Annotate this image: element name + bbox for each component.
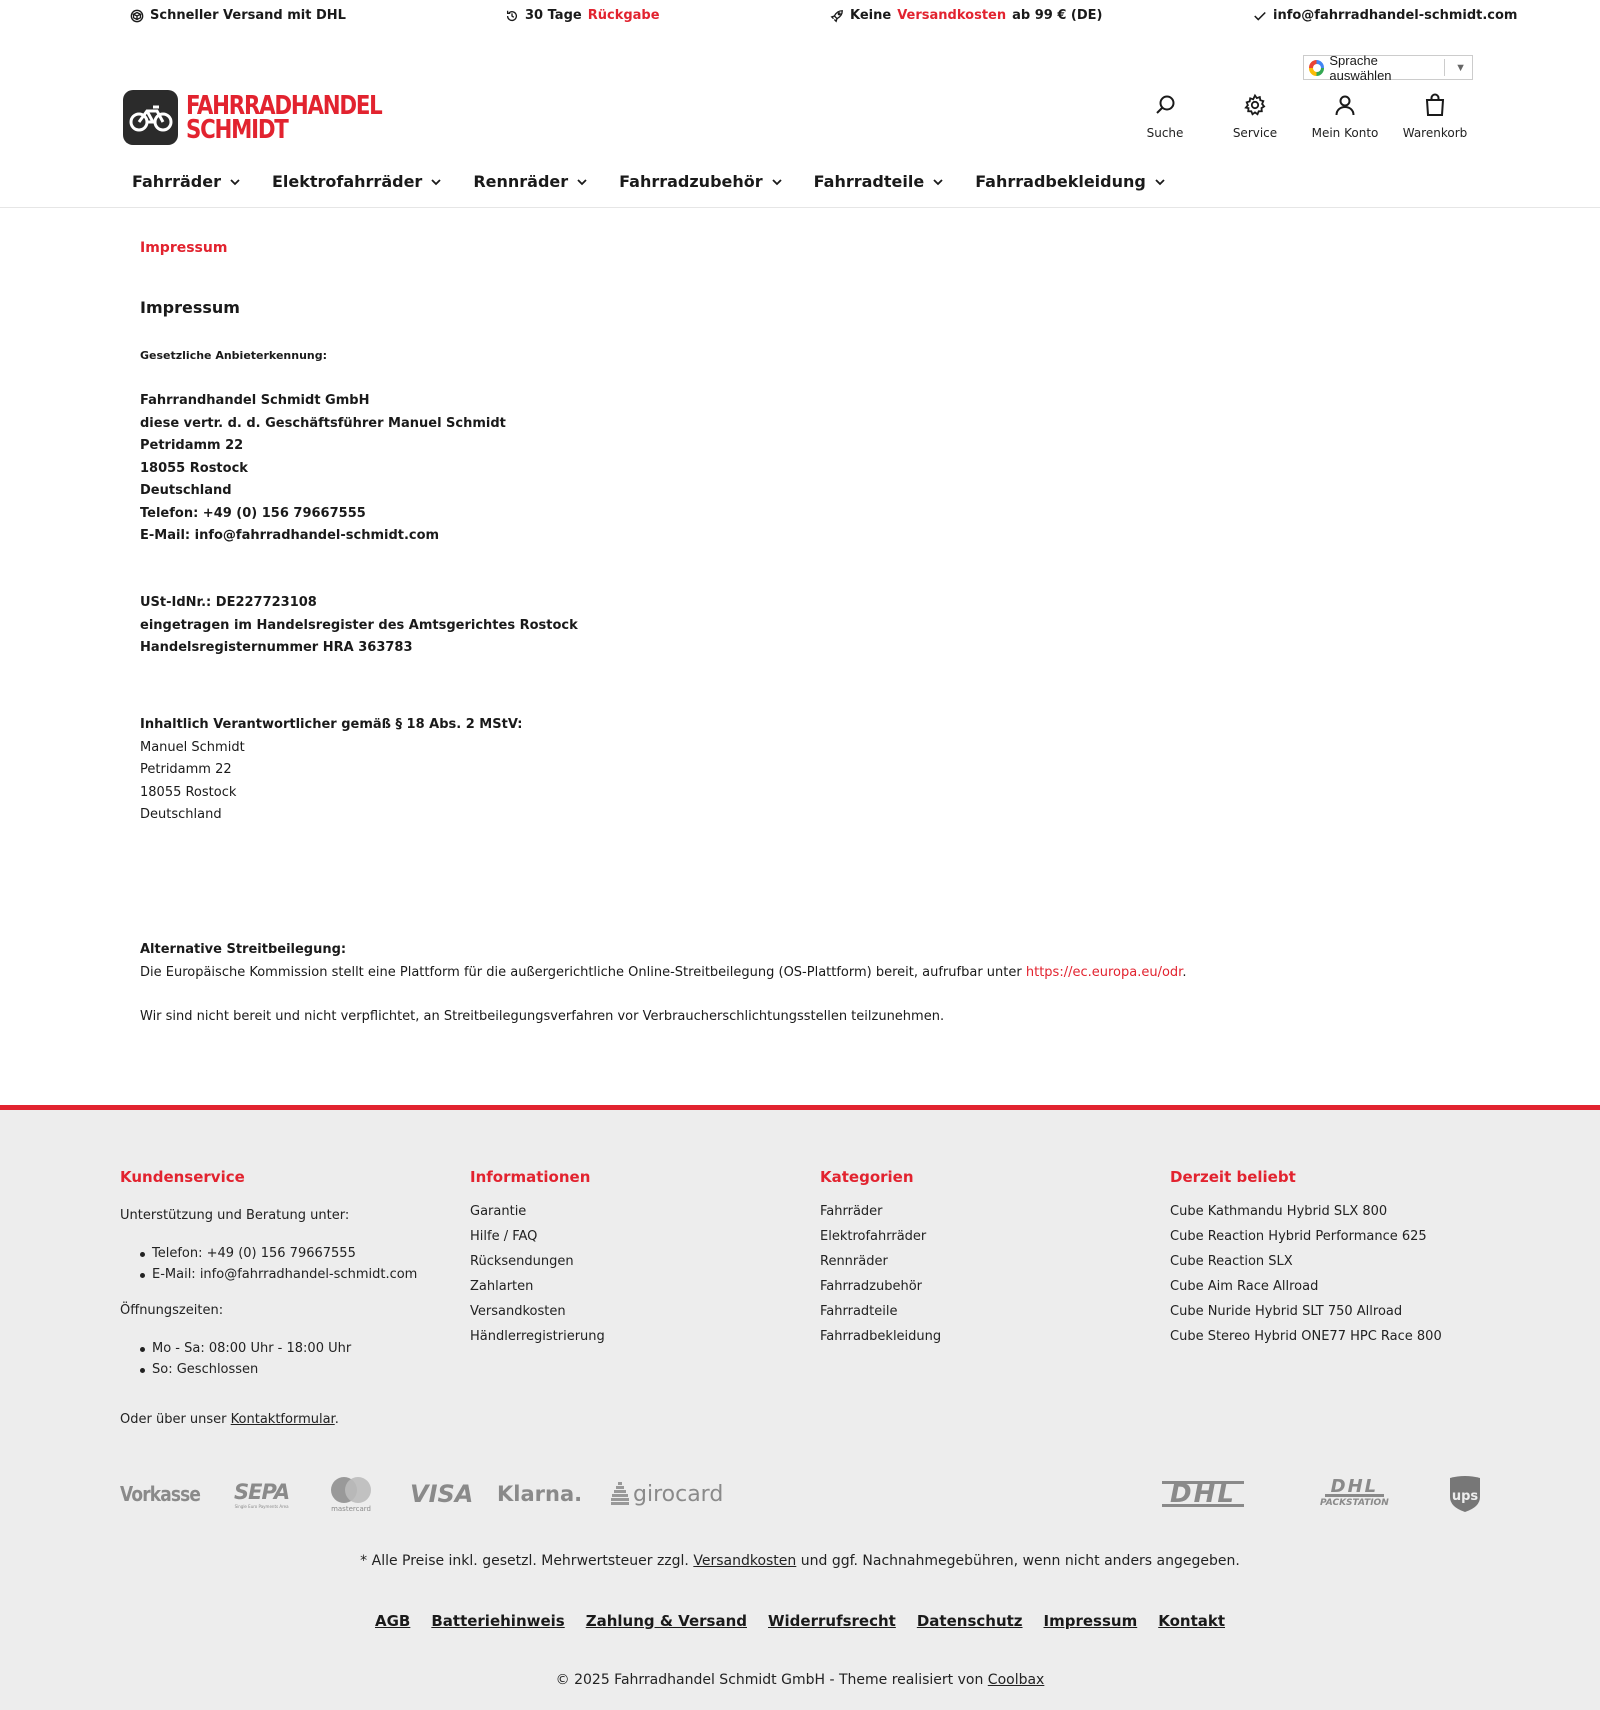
sepa-logo: SEPA Single Euro Payments Area (234, 1479, 290, 1509)
company-address: Fahrrandhandel Schmidt GmbH diese vertr. d. d. Geschäftsführer Manuel Schmidt Petridamm 22 18055 Rostock Deutschland Telefon: +49 (0) 156 79667555 E-Mail: info@fahrradhandel-schmidt.com (140, 393, 506, 543)
account-button[interactable]: Mein Konto (1305, 93, 1385, 140)
chevron-down-icon (576, 176, 588, 188)
footer-link[interactable]: Cube Stereo Hybrid ONE77 HPC Race 800 (1170, 1329, 1442, 1344)
footer-link-batteriehinweis[interactable]: Batteriehinweis (431, 1612, 565, 1630)
footer-link[interactable]: Cube Aim Race Allroad (1170, 1279, 1319, 1294)
footer-link[interactable]: Fahrradzubehör (820, 1279, 923, 1294)
footer-link[interactable]: Versandkosten (470, 1304, 566, 1319)
footer-link[interactable]: Cube Reaction Hybrid Performance 625 (1170, 1229, 1427, 1244)
google-icon (1309, 60, 1324, 76)
check-icon (1253, 9, 1267, 23)
box-icon (130, 9, 144, 23)
footer-link-datenschutz[interactable]: Datenschutz (916, 1612, 1023, 1630)
copyright: © 2025 Fahrradhandel Schmidt GmbH - Theme realisiert von Coolbax (555, 1672, 1045, 1688)
nav-item-fahrradzubehoer[interactable]: Fahrradzubehör (619, 172, 783, 191)
footer-link[interactable]: Hilfe / FAQ (470, 1229, 538, 1244)
dhl-packstation-logo: DHL PACKSTATION (1320, 1476, 1389, 1508)
bicycle-icon (123, 90, 178, 145)
girocard-logo: girocard (611, 1470, 723, 1518)
top-info-bar (0, 0, 1600, 34)
nav-item-fahrradbekleidung[interactable]: Fahrradbekleidung (975, 172, 1166, 191)
footer-link-kontakt[interactable]: Kontakt (1158, 1612, 1226, 1630)
price-disclaimer: * Alle Preise inkl. gesetzl. Mehrwertsteuer zzgl. Versandkosten und ggf. Nachnahmegebühren, wenn nicht anders angegeben. (360, 1553, 1240, 1569)
responsible-person: Inhaltlich Verantwortlicher gemäß § 18 Abs. 2 MStV: Manuel Schmidt Petridamm 22 18055 Rostock Deutschland (140, 717, 523, 822)
cart-button[interactable]: Warenkorb (1395, 93, 1475, 140)
chevron-down-icon (1154, 176, 1166, 188)
shipping-costs-link[interactable]: Versandkosten (693, 1553, 797, 1569)
chevron-down-icon (430, 176, 442, 188)
klarna-logo: Klarna. (497, 1482, 583, 1506)
returns-info: 30 Tage Rückgabe (505, 8, 660, 23)
chevron-down-icon (932, 176, 944, 188)
footer-link-agb[interactable]: AGB (374, 1612, 411, 1630)
footer-beliebt: Derzeit beliebt Cube Kathmandu Hybrid SLX 800 Cube Reaction Hybrid Performance 625 Cube Reaction SLX Cube Aim Race Allroad Cube Nuride Hybrid SLT 750 Allroad Cube Stereo Hybrid ONE77 HPC Race 800 (1170, 1168, 1442, 1349)
footer-link-zahlung-versand[interactable]: Zahlung & Versand (585, 1612, 747, 1630)
footer-kundenservice: Kundenservice Unterstützung und Beratung unter: Telefon: +49 (0) 156 79667555 E-Mail: info@fahrradhandel-schmidt.com Öffnungszeiten: Mo - Sa: 08:00 Uhr - 18:00 Uhr So: Geschlossen Oder über unser Kontaktformular. (120, 1168, 418, 1427)
email-info[interactable]: info@fahrradhandel-schmidt.com (1253, 8, 1517, 23)
shipping-info: Schneller Versand mit DHL (130, 8, 346, 23)
footer-kategorien: Kategorien Fahrräder Elektrofahrräder Rennräder Fahrradzubehör Fahrradteile Fahrradbekleidung (820, 1168, 941, 1349)
odr-link[interactable]: https://ec.europa.eu/odr (1025, 964, 1183, 980)
page-title: Impressum (140, 298, 240, 317)
footer-link[interactable]: Rücksendungen (470, 1254, 574, 1269)
footer-link[interactable]: Elektrofahrräder (820, 1229, 927, 1244)
gear-icon (1243, 93, 1267, 117)
free-shipping-info: Keine Versandkosten ab 99 € (DE) (830, 8, 1102, 23)
main-nav (132, 172, 1197, 191)
service-button[interactable]: Service (1215, 93, 1295, 140)
footer-link[interactable]: Garantie (470, 1204, 527, 1219)
chevron-down-icon (229, 176, 241, 188)
footer-link[interactable]: Fahrräder (820, 1204, 883, 1219)
nav-item-fahrradteile[interactable]: Fahrradteile (814, 172, 945, 191)
footer-legal-links (0, 1612, 1600, 1630)
vorkasse-logo: Vorkasse (120, 1482, 201, 1506)
dispute-resolution: Alternative Streitbeilegung: Die Europäische Kommission stellt eine Plattform für die außergerichtliche Online-Streitbeilegung (OS-Plattform) bereit, aufrufbar unter https://ec.europa.eu/odr. Wir sind nicht bereit und nicht verpflichtet, an Streitbeilegungsverfahren vor Verbraucherschlichtungsstellen teilzunehmen. (140, 942, 1187, 1024)
dhl-logo: DHL (1162, 1470, 1244, 1518)
nav-item-rennraeder[interactable]: Rennräder (473, 172, 588, 191)
language-selector[interactable]: Sprache auswählen ▼ (1303, 55, 1473, 80)
footer-link-impressum[interactable]: Impressum (1043, 1612, 1138, 1630)
section-subtitle: Gesetzliche Anbieterkennung: (140, 349, 328, 362)
breadcrumb[interactable]: Impressum (140, 240, 228, 256)
mastercard-logo: mastercard (327, 1470, 375, 1518)
nav-item-fahrraeder[interactable]: Fahrräder (132, 172, 241, 191)
user-icon (1333, 93, 1357, 117)
footer-informationen: Informationen Garantie Hilfe / FAQ Rücksendungen Zahlarten Versandkosten Händlerregistrierung (470, 1168, 605, 1349)
footer-link[interactable]: Rennräder (820, 1254, 888, 1269)
chevron-down-icon (771, 176, 783, 188)
footer-link[interactable]: Zahlarten (470, 1279, 534, 1294)
dropdown-arrow-icon: ▼ (1455, 61, 1466, 74)
footer-link[interactable]: Fahrradbekleidung (820, 1329, 942, 1344)
ups-logo (1448, 1470, 1482, 1518)
svg-text:ups: ups (1451, 1489, 1479, 1504)
contact-form-link[interactable]: Kontaktformular (230, 1412, 335, 1427)
footer-link-widerrufsrecht[interactable]: Widerrufsrecht (768, 1612, 896, 1630)
footer-link[interactable]: Cube Nuride Hybrid SLT 750 Allroad (1170, 1304, 1403, 1319)
return-arrow-icon (505, 9, 519, 23)
registry-info: USt-IdNr.: DE227723108 eingetragen im Handelsregister des Amtsgerichtes Rostock Handelsregisternummer HRA 363783 (140, 595, 578, 655)
footer-link[interactable]: Händlerregistrierung (470, 1329, 605, 1344)
nav-item-elektrofahrraeder[interactable]: Elektrofahrräder (272, 172, 442, 191)
footer-link[interactable]: Cube Kathmandu Hybrid SLX 800 (1170, 1204, 1388, 1219)
site-logo[interactable]: FAHRRADHANDEL SCHMIDT (123, 90, 424, 145)
visa-logo: VISA (410, 1480, 474, 1508)
bag-icon (1423, 93, 1447, 117)
rocket-icon (830, 9, 844, 23)
search-icon (1153, 93, 1177, 117)
search-button[interactable]: Suche (1125, 93, 1205, 140)
footer-link[interactable]: Cube Reaction SLX (1170, 1254, 1293, 1269)
coolbax-link[interactable]: Coolbax (987, 1672, 1045, 1688)
footer-link[interactable]: Fahrradteile (820, 1304, 898, 1319)
